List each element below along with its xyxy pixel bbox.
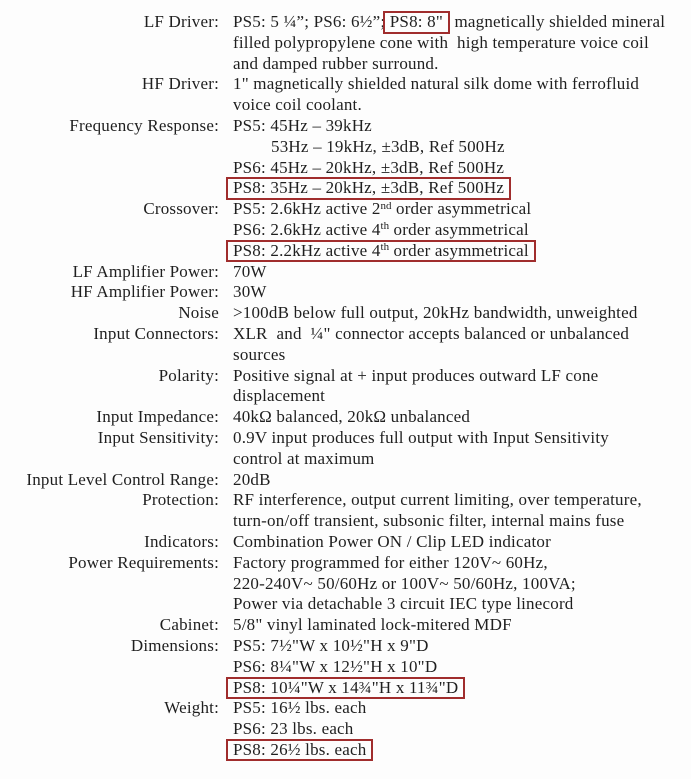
spec-label: HF Amplifier Power:	[70, 282, 219, 302]
spec-row	[0, 74, 691, 116]
spec-value	[233, 324, 691, 366]
spec-text-segment: PS6: 23 lbs. each	[233, 719, 354, 739]
spec-text-segment: RF interference, output current limiting, over temperature,	[233, 490, 642, 510]
spec-label: Power Requirements:	[68, 552, 219, 572]
spec-line	[233, 158, 691, 179]
ps8-highlight-box	[226, 240, 536, 263]
spec-text-segment: Factory programmed for either 120V~ 60Hz,	[233, 552, 548, 572]
superscript-text: th	[380, 220, 390, 233]
spec-value	[233, 199, 691, 261]
spec-label: Input Connectors:	[93, 323, 219, 343]
spec-row	[0, 116, 691, 199]
spec-line	[233, 95, 691, 116]
spec-line	[233, 553, 691, 574]
spec-text-segment: 5/8" vinyl laminated lock-mitered MDF	[233, 615, 512, 635]
spec-label: Input Level Control Range:	[26, 469, 219, 489]
spec-label: Cabinet:	[159, 615, 219, 635]
spec-value	[233, 615, 691, 636]
spec-text-segment: PS5: 7½"W x 10½"H x 9"D	[233, 635, 429, 655]
spec-line	[233, 241, 691, 262]
spec-line	[233, 137, 691, 158]
spec-line	[233, 303, 691, 324]
spec-label: Noise	[178, 303, 219, 323]
spec-text-segment: magnetically shielded mineral	[450, 12, 666, 31]
spec-label: Frequency Response:	[69, 115, 219, 135]
spec-text-segment: order asymmetrical	[389, 219, 529, 239]
ps8-highlight-box	[226, 739, 373, 762]
spec-text-segment: Combination Power ON / Clip LED indicator	[233, 531, 551, 551]
spec-value	[233, 407, 691, 428]
spec-text-segment: 1" magnetically shielded natural silk dome with ferrofluid	[233, 74, 640, 94]
spec-line	[233, 407, 691, 428]
spec-text-segment: PS5: 2.6kHz active 2	[233, 199, 381, 219]
spec-row	[0, 615, 691, 636]
spec-text-segment: PS8: 2.2kHz active 4	[233, 240, 381, 260]
spec-value	[233, 698, 691, 760]
spec-text-segment: sources	[233, 344, 286, 364]
spec-row	[0, 698, 691, 760]
spec-value	[233, 262, 691, 283]
spec-text-segment: PS5: 5 ¼”; PS6: 6½”;	[233, 12, 390, 31]
spec-line	[233, 719, 691, 740]
spec-value	[233, 532, 691, 553]
spec-line	[233, 490, 691, 511]
spec-value	[233, 303, 691, 324]
spec-line	[233, 178, 691, 199]
spec-row	[0, 407, 691, 428]
spec-text-segment: PS5: 45Hz – 39kHz	[233, 115, 372, 135]
spec-text-segment: 40kΩ balanced, 20kΩ unbalanced	[233, 407, 471, 427]
spec-text-segment: PS8: 26½ lbs. each	[233, 739, 367, 759]
spec-row	[0, 553, 691, 615]
spec-text-segment: PS6: 8¼"W x 12½"H x 10"D	[233, 656, 438, 676]
ps8-highlight-box	[226, 677, 465, 700]
spec-line	[233, 33, 691, 54]
spec-value	[233, 282, 691, 303]
spec-line	[233, 428, 691, 449]
spec-label: Input Sensitivity:	[97, 427, 219, 447]
spec-value	[233, 490, 691, 532]
spec-line	[233, 615, 691, 636]
spec-line	[233, 220, 691, 241]
spec-text-segment: 70W	[233, 261, 267, 281]
spec-text-segment: Power via detachable 3 circuit IEC type linecord	[233, 594, 574, 614]
spec-value	[233, 74, 691, 116]
spec-label: Dimensions:	[130, 635, 219, 655]
spec-label: LF Amplifier Power:	[72, 261, 219, 281]
spec-row	[0, 12, 691, 74]
spec-line	[233, 449, 691, 470]
spec-line	[233, 12, 691, 33]
spec-text-segment: XLR and ¼" connector accepts balanced or unbalanced	[233, 323, 630, 343]
spec-line	[233, 116, 691, 137]
spec-line	[233, 262, 691, 283]
spec-label: Indicators:	[144, 531, 219, 551]
spec-line	[233, 574, 691, 595]
spec-value	[233, 366, 691, 408]
spec-label: HF Driver:	[141, 74, 219, 94]
spec-text-segment: 20dB	[233, 469, 271, 489]
spec-line	[233, 366, 691, 387]
spec-value	[233, 470, 691, 491]
spec-text-segment: PS5: 16½ lbs. each	[233, 698, 367, 718]
spec-line	[233, 594, 691, 615]
spec-row	[0, 636, 691, 698]
spec-text-segment: PS8: 35Hz – 20kHz, ±3dB, Ref 500Hz	[233, 178, 505, 198]
spec-row	[0, 532, 691, 553]
superscript-text: th	[380, 241, 390, 254]
spec-label: Protection:	[142, 490, 219, 510]
spec-value	[233, 636, 691, 698]
spec-row	[0, 324, 691, 366]
ps8-highlight-box	[383, 11, 450, 34]
spec-line	[233, 657, 691, 678]
spec-text-segment: order asymmetrical	[391, 199, 532, 219]
spec-text-segment: voice coil coolant.	[233, 95, 362, 115]
spec-label: Polarity:	[158, 365, 219, 385]
spec-label: Crossover:	[143, 199, 219, 219]
spec-value	[233, 553, 691, 615]
spec-line	[233, 386, 691, 407]
spec-text-segment: PS6: 2.6kHz active 4	[233, 219, 381, 239]
spec-text-segment: control at maximum	[233, 448, 375, 468]
spec-line	[233, 470, 691, 491]
spec-text-segment: order asymmetrical	[389, 240, 529, 260]
spec-row	[0, 199, 691, 261]
spec-label: Input Impedance:	[96, 407, 219, 427]
spec-text-segment: PS8: 8"	[389, 12, 443, 31]
spec-text-segment: 53Hz – 19kHz, ±3dB, Ref 500Hz	[271, 136, 505, 156]
spec-line	[233, 698, 691, 719]
spec-text-segment: PS8: 10¼"W x 14¾"H x 11¾"D	[233, 677, 459, 697]
spec-row	[0, 282, 691, 303]
spec-label: LF Driver:	[143, 12, 219, 31]
spec-text-segment: PS6: 45Hz – 20kHz, ±3dB, Ref 500Hz	[233, 157, 505, 177]
spec-line	[233, 54, 691, 75]
spec-line	[233, 74, 691, 95]
spec-line	[233, 678, 691, 699]
spec-text-segment: 0.9V input produces full output with Input Sensitivity	[233, 427, 609, 447]
spec-line	[233, 345, 691, 366]
spec-line	[233, 324, 691, 345]
spec-value	[233, 12, 691, 74]
spec-label: Weight:	[164, 698, 219, 718]
spec-row	[0, 490, 691, 532]
spec-line	[233, 636, 691, 657]
spec-value	[233, 428, 691, 470]
spec-line	[233, 511, 691, 532]
spec-text-segment: Positive signal at + input produces outward LF cone	[233, 365, 599, 385]
spec-text-segment: 220-240V~ 50/60Hz or 100V~ 50/60Hz, 100VA;	[233, 573, 576, 593]
spec-row	[0, 428, 691, 470]
spec-text-segment: displacement	[233, 386, 326, 406]
spec-line	[233, 740, 691, 761]
spec-text-segment: 30W	[233, 282, 267, 302]
spec-line	[233, 532, 691, 553]
superscript-text: nd	[380, 199, 392, 212]
spec-row	[0, 262, 691, 283]
spec-row	[0, 303, 691, 324]
spec-text-segment: >100dB below full output, 20kHz bandwidth, unweighted	[233, 303, 638, 323]
ps8-highlight-box	[226, 177, 511, 200]
spec-line	[233, 282, 691, 303]
spec-text-segment: turn-on/off transient, subsonic filter, internal mains fuse	[233, 511, 625, 531]
spec-row	[0, 366, 691, 408]
spec-value	[233, 116, 691, 199]
spec-line	[233, 199, 691, 220]
spec-row	[0, 470, 691, 491]
spec-text-segment: filled polypropylene cone with high temperature voice coil	[233, 32, 649, 52]
spec-text-segment: and damped rubber surround.	[233, 53, 439, 73]
